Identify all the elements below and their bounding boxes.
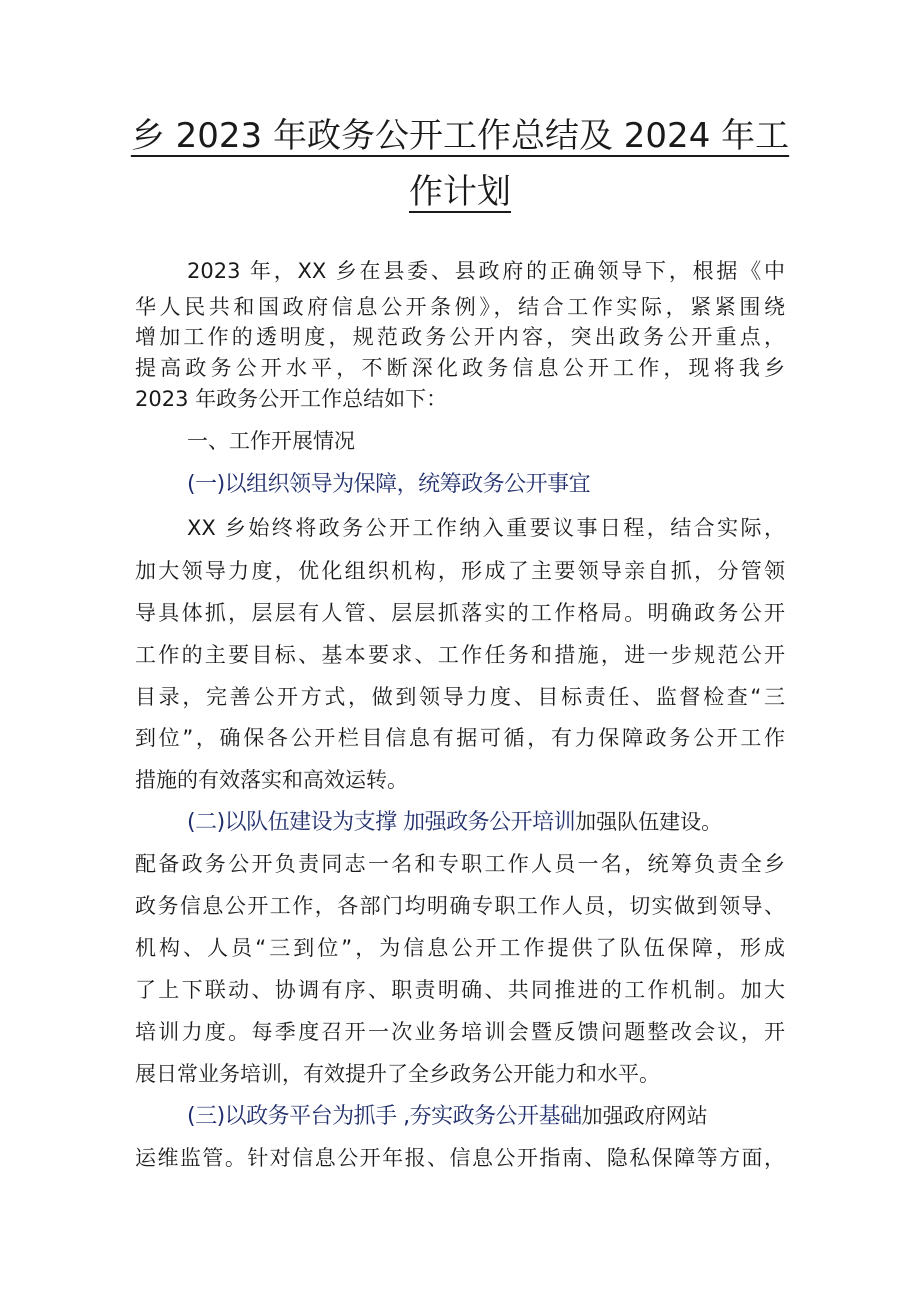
intro-line: 2023 年，XX 乡在县委、县政府的正确领导下，根据《中 <box>187 259 785 283</box>
paragraph-line: 配备政务公开负责同志一名和专职工作人员一名，统筹负责全乡 <box>135 852 785 876</box>
subsection-3-lead: 加强政府网站 <box>581 1104 708 1128</box>
intro-line: 增加工作的透明度，规范政务公开内容，突出政务公开重点， <box>135 325 785 349</box>
paragraph-line: XX 乡始终将政务公开工作纳入重要议事日程，结合实际， <box>187 516 785 540</box>
paragraph-line: 导具体抓，层层有人管、层层抓落实的工作格局。明确政务公开 <box>135 601 785 625</box>
paragraph-line: 工作的主要目标、基本要求、工作任务和措施，进一步规范公开 <box>135 643 785 667</box>
subsection-heading-1: (一)以组织领导为保障，统筹政务公开事宜 <box>187 472 591 497</box>
intro-line: 提高政务公开水平，不断深化政务信息公开工作，现将我乡 <box>135 356 785 380</box>
section-heading: 一、工作开展情况 <box>187 429 355 453</box>
paragraph-line: 展日常业务培训，有效提升了全乡政务公开能力和水平。 <box>135 1062 660 1086</box>
intro-line: 2023 年政务公开工作总结如下： <box>135 387 448 411</box>
intro-line: 华人民共和国政府信息公开条例》，结合工作实际，紧紧围绕 <box>135 295 785 319</box>
document-title-line-2: 作计划 <box>409 172 511 212</box>
paragraph-line: 到位”，确保各公开栏目信息有据可循，有力保障政务公开工作 <box>135 726 785 750</box>
document-title-line-1: 乡 2023 年政务公开工作总结及 2024 年工 <box>130 116 790 156</box>
paragraph-line: 措施的有效落实和高效运转。 <box>135 768 408 792</box>
subsection-heading-2: (二)以队伍建设为支撑 加强政务公开培训 <box>187 810 576 835</box>
paragraph-line: 培训力度。每季度召开一次业务培训会暨反馈问题整改会议，开 <box>135 1020 785 1044</box>
paragraph-line: 机构、人员“三到位”，为信息公开工作提供了队伍保障，形成 <box>135 936 785 960</box>
paragraph-line: 运维监管。针对信息公开年报、信息公开指南、隐私保障等方面， <box>135 1146 785 1170</box>
paragraph-line: 目录，完善公开方式，做到领导力度、目标责任、监督检查“三 <box>135 685 785 709</box>
subsection-3-first-line <box>187 1102 708 1131</box>
paragraph-line: 加大领导力度，优化组织机构，形成了主要领导亲自抓，分管领 <box>135 559 785 583</box>
paragraph-line: 政务信息公开工作，各部门均明确专职工作人员，切实做到领导、 <box>135 894 785 918</box>
subsection-2-first-line <box>187 808 722 837</box>
subsection-2-lead: 加强队伍建设。 <box>575 810 723 834</box>
subsection-heading-3: (三)以政务平台为抓手 ,夯实政务公开基础 <box>187 1104 582 1129</box>
paragraph-line: 了上下联动、协调有序、职责明确、共同推进的工作机制。加大 <box>135 978 785 1002</box>
